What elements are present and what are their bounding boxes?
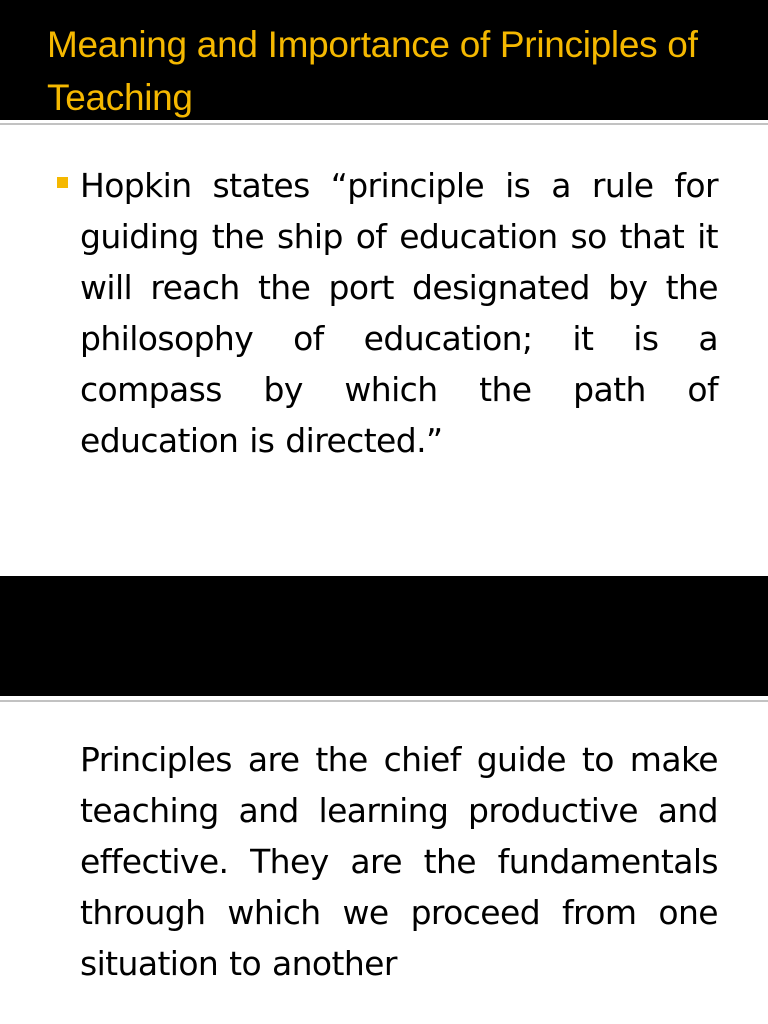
bullet-item — [57, 160, 718, 466]
next-slide-divider — [0, 700, 768, 702]
slide-title-bar — [0, 0, 768, 120]
body-paragraph-block — [80, 734, 718, 989]
body-paragraph: Principles are the chief guide to make teaching and learning productive and effective. They are the fundamentals through which we proceed from one situation to another — [80, 740, 718, 983]
square-bullet-icon — [57, 177, 68, 188]
next-slide-title-bar — [0, 576, 768, 696]
bullet-text: Hopkin states “principle is a rule for guiding the ship of education so that it will reach the port designated by the philosophy of education; it is a compass by which the path of education is directed.” — [80, 166, 718, 460]
slide-title: Meaning and Importance of Principles of Teaching — [47, 24, 698, 118]
title-divider — [0, 123, 768, 125]
